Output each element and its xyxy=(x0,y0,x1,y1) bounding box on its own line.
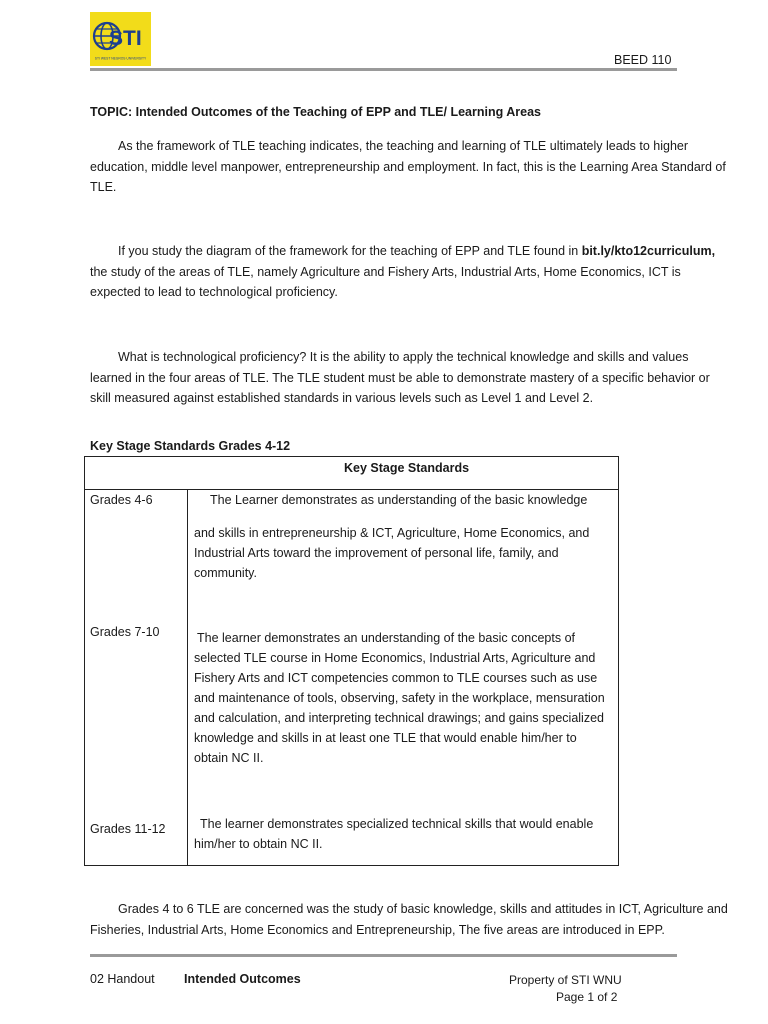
paragraph-4: Grades 4 to 6 TLE are concerned was the study of basic knowledge, skills and attitudes in ICT, Agriculture and Fisheries, Industrial Arts, Home Economics and Entrepreneurship, The five areas are introduced in EPP. xyxy=(90,902,728,937)
sti-globe-icon xyxy=(90,16,151,66)
paragraph-2-body: the study of the areas of TLE, namely Agriculture and Fishery Arts, Industrial Arts, Home Economics, ICT is expected to lead to technological proficiency. xyxy=(90,264,681,299)
paragraph-1: As the framework of TLE teaching indicates, the teaching and learning of TLE ultimately leads to higher education, middle level manpower, entrepreneurship and employment. In fact, this is the Learning Area Standard of TLE. xyxy=(90,139,726,194)
paragraph-2 xyxy=(90,241,730,303)
page-number: Page 1 of 2 xyxy=(556,990,618,1004)
curriculum-link[interactable]: bit.ly/kto12curriculum, xyxy=(581,244,716,258)
key-stage-table xyxy=(84,456,619,866)
logo-subtext: STI WEST NEGROS UNIVERSITY xyxy=(94,56,147,61)
footer-property: Property of STI WNU xyxy=(509,973,622,987)
footer-handout: 02 Handout xyxy=(90,972,155,986)
paragraph-3: What is technological proficiency? It is the ability to apply the technical knowledge and skills and values learned in the four areas of TLE. The TLE student must be able to demonstrate mastery of a specific behavior or skill measured against established standards in various levels such as Level 1 and Level 2. xyxy=(90,350,710,405)
table-caption: Key Stage Standards Grades 4-12 xyxy=(90,439,291,453)
table-header: Key Stage Standards xyxy=(344,461,470,475)
standard-text: The learner demonstrates specialized technical skills that would enable him/her to obtain NC II. xyxy=(194,817,594,851)
grade-label: Grades 7-10 xyxy=(90,625,160,639)
header-divider xyxy=(90,68,677,71)
standard-text: The learner demonstrates an understanding of the basic concepts of selected TLE course in Home Economics, Industrial Arts, Agriculture and Fishery Arts and ICT competencies common to TLE courses such as use and maintenance of tools, observing, safety in the workplace, mensuration and calculation, and interpreting technical drawings; and gains specialized knowledge and skills in at least one TLE that would enable him/her to obtain NC II. xyxy=(194,631,605,765)
grade-label: Grades 4-6 xyxy=(90,493,153,507)
sti-logo xyxy=(90,12,151,66)
page-title: TOPIC: Intended Outcomes of the Teaching of EPP and TLE/ Learning Areas xyxy=(90,105,541,119)
logo-text: STI xyxy=(109,27,142,50)
course-code: BEED 110 xyxy=(614,53,672,67)
standard-text-lead: The Learner demonstrates as understanding of the basic knowledge xyxy=(210,493,588,507)
standard-text: and skills in entrepreneurship & ICT, Agriculture, Home Economics, and Industrial Arts toward the improvement of personal life, family, and community. xyxy=(194,526,590,580)
footer-divider xyxy=(90,954,677,957)
paragraph-2-intro: If you study the diagram of the framework for the teaching of EPP and TLE found in xyxy=(118,244,582,258)
footer-title: Intended Outcomes xyxy=(184,972,301,986)
table-column-divider xyxy=(187,489,188,865)
grade-label: Grades 11-12 xyxy=(90,822,166,836)
